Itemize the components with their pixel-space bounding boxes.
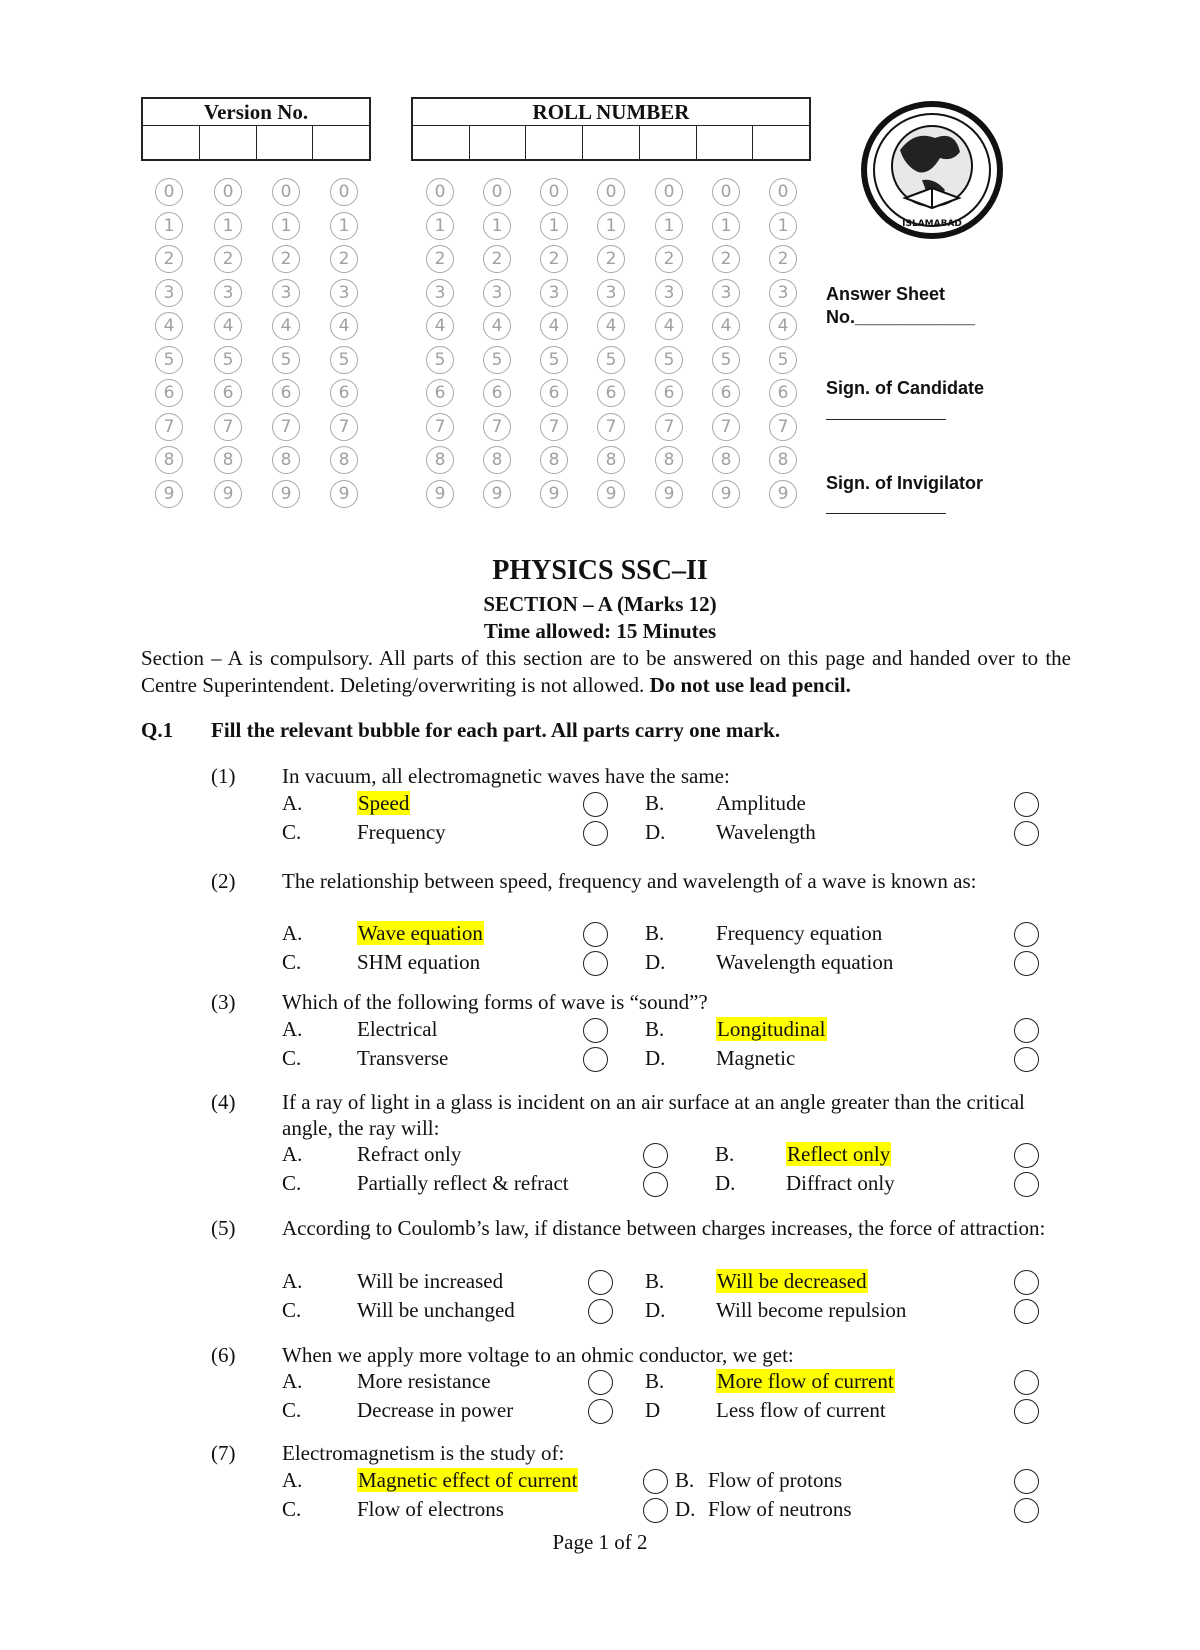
- option-d-label: Will become repulsion: [716, 1298, 907, 1322]
- answer-bubble-b[interactable]: [1014, 1018, 1039, 1043]
- question-text: If a ray of light in a glass is incident on an air surface at an angle greater than the critical angle, the ray will:: [282, 1090, 1025, 1140]
- digit-bubble[interactable]: 1: [330, 212, 358, 240]
- digit-bubble[interactable]: 7: [712, 413, 740, 441]
- digit-bubble[interactable]: 6: [483, 379, 511, 407]
- digit-bubble[interactable]: 9: [155, 480, 183, 508]
- digit-bubble[interactable]: 9: [330, 480, 358, 508]
- digit-bubble[interactable]: 6: [540, 379, 568, 407]
- digit-bubble[interactable]: 4: [214, 312, 242, 340]
- option-text: [357, 1496, 504, 1522]
- digit-bubble[interactable]: 3: [597, 279, 625, 307]
- option-letter: D.: [645, 820, 666, 844]
- option-c-label: Decrease in power: [357, 1398, 514, 1422]
- digit-bubble[interactable]: 8: [540, 446, 568, 474]
- digit-bubble[interactable]: 8: [483, 446, 511, 474]
- digit-bubble[interactable]: 0: [426, 178, 454, 206]
- question-number: (4): [211, 1090, 236, 1114]
- option-letter: B.: [715, 1142, 735, 1166]
- digit-bubble[interactable]: 9: [540, 480, 568, 508]
- roll-digit-box[interactable]: [640, 125, 697, 159]
- option-letter: A.: [282, 1269, 303, 1293]
- digit-bubble[interactable]: 5: [426, 346, 454, 374]
- digit-bubble[interactable]: 9: [214, 480, 242, 508]
- digit-bubble[interactable]: 2: [597, 245, 625, 273]
- answer-bubble-d[interactable]: [1014, 1498, 1039, 1523]
- answer-bubble-c[interactable]: [583, 821, 608, 846]
- question-number: (2): [211, 869, 236, 893]
- digit-bubble[interactable]: 3: [655, 279, 683, 307]
- answer-bubble-d[interactable]: [1014, 1299, 1039, 1324]
- digit-bubble[interactable]: 6: [272, 379, 300, 407]
- option-letter: B.: [645, 921, 665, 945]
- digit-bubble[interactable]: 7: [540, 413, 568, 441]
- digit-bubble[interactable]: 9: [597, 480, 625, 508]
- digit-bubble[interactable]: 7: [272, 413, 300, 441]
- q1-number: Q.1: [141, 718, 174, 742]
- digit-bubble[interactable]: 5: [769, 346, 797, 374]
- digit-bubble[interactable]: 6: [597, 379, 625, 407]
- option-text: [716, 920, 882, 946]
- digit-bubble[interactable]: 2: [426, 245, 454, 273]
- option-letter: B.: [645, 1269, 665, 1293]
- digit-bubble[interactable]: 3: [330, 279, 358, 307]
- option-text: [357, 1368, 491, 1394]
- option-b-label: Reflect only: [787, 1142, 891, 1166]
- digit-bubble[interactable]: 1: [483, 212, 511, 240]
- option-letter: C.: [282, 1398, 302, 1422]
- answer-bubble-b[interactable]: [1014, 1143, 1039, 1168]
- option-a-label: More resistance: [357, 1369, 491, 1393]
- digit-bubble[interactable]: 5: [155, 346, 183, 374]
- sign-invigilator-line[interactable]: [826, 513, 946, 514]
- answer-bubble-d[interactable]: [1014, 951, 1039, 976]
- digit-bubble[interactable]: 9: [272, 480, 300, 508]
- option-a-label: Wave equation: [358, 921, 483, 945]
- answer-bubble-c[interactable]: [643, 1172, 668, 1197]
- roll-bubble-column: [712, 178, 740, 513]
- digit-bubble[interactable]: 8: [330, 446, 358, 474]
- option-text: [357, 949, 480, 975]
- option-d-label: Flow of neutrons: [708, 1497, 852, 1521]
- option-text: [716, 1016, 827, 1042]
- option-letter: D.: [645, 1046, 666, 1070]
- digit-bubble[interactable]: 1: [155, 212, 183, 240]
- question-text: According to Coulomb’s law, if distance between charges increases, the force of attraction:: [282, 1216, 1046, 1240]
- version-digit-box[interactable]: [313, 125, 369, 159]
- digit-bubble[interactable]: 4: [712, 312, 740, 340]
- option-letter: C.: [282, 1171, 302, 1195]
- option-text: [357, 1268, 503, 1294]
- answer-bubble-a[interactable]: [583, 792, 608, 817]
- option-text: [716, 1368, 895, 1394]
- sign-invigilator-label: Sign. of Invigilator: [826, 473, 983, 493]
- version-bubble-column: [272, 178, 300, 513]
- option-d-label: Diffract only: [786, 1171, 895, 1195]
- digit-bubble[interactable]: 7: [214, 413, 242, 441]
- digit-bubble[interactable]: 4: [769, 312, 797, 340]
- sign-candidate-line[interactable]: [826, 419, 946, 420]
- question-number: (3): [211, 990, 236, 1014]
- digit-bubble[interactable]: 1: [426, 212, 454, 240]
- option-a-label: Magnetic effect of current: [358, 1468, 578, 1492]
- answer-sheet-label: Answer Sheet: [826, 284, 946, 304]
- option-text: [357, 1170, 569, 1196]
- answer-bubble-b[interactable]: [1014, 1270, 1039, 1295]
- digit-bubble[interactable]: 8: [214, 446, 242, 474]
- option-text: [357, 1297, 515, 1323]
- digit-bubble[interactable]: 1: [272, 212, 300, 240]
- digit-bubble[interactable]: 7: [426, 413, 454, 441]
- option-letter: D.: [645, 1298, 666, 1322]
- digit-bubble[interactable]: 0: [540, 178, 568, 206]
- option-c-label: Flow of electrons: [357, 1497, 504, 1521]
- option-a-label: Speed: [358, 791, 410, 815]
- digit-bubble[interactable]: 4: [426, 312, 454, 340]
- digit-bubble[interactable]: 1: [655, 212, 683, 240]
- digit-bubble[interactable]: 9: [483, 480, 511, 508]
- option-letter: C.: [282, 1298, 302, 1322]
- digit-bubble[interactable]: 8: [769, 446, 797, 474]
- digit-bubble[interactable]: 1: [597, 212, 625, 240]
- option-text: [357, 920, 484, 946]
- digit-bubble[interactable]: 6: [769, 379, 797, 407]
- digit-bubble[interactable]: 7: [330, 413, 358, 441]
- digit-bubble[interactable]: 2: [769, 245, 797, 273]
- option-letter: B.: [645, 791, 665, 815]
- option-b-label: Frequency equation: [716, 921, 883, 945]
- digit-bubble[interactable]: 6: [426, 379, 454, 407]
- digit-bubble[interactable]: 5: [214, 346, 242, 374]
- answer-bubble-d[interactable]: [1014, 1399, 1039, 1424]
- digit-bubble[interactable]: 2: [272, 245, 300, 273]
- answer-bubble-a[interactable]: [643, 1143, 668, 1168]
- digit-bubble[interactable]: 7: [483, 413, 511, 441]
- answer-bubble-d[interactable]: [1014, 1047, 1039, 1072]
- version-no-boxes[interactable]: [141, 125, 371, 161]
- option-a-label: Refract only: [357, 1142, 462, 1166]
- digit-bubble[interactable]: 6: [155, 379, 183, 407]
- digit-bubble[interactable]: 8: [655, 446, 683, 474]
- answer-bubble-a[interactable]: [583, 1018, 608, 1043]
- question-text: Electromagnetism is the study of:: [282, 1441, 565, 1465]
- option-text: [716, 790, 806, 816]
- option-letter: A.: [282, 1369, 303, 1393]
- digit-bubble[interactable]: 9: [769, 480, 797, 508]
- answer-bubble-a[interactable]: [583, 922, 608, 947]
- option-b-label: More flow of current: [717, 1369, 894, 1393]
- answer-bubble-b[interactable]: [1014, 792, 1039, 817]
- option-text: [357, 790, 410, 816]
- digit-bubble[interactable]: 8: [597, 446, 625, 474]
- digit-bubble[interactable]: 0: [214, 178, 242, 206]
- digit-bubble[interactable]: 4: [330, 312, 358, 340]
- option-text: [716, 1397, 886, 1423]
- option-b-label: Flow of protons: [708, 1468, 843, 1492]
- option-text: [716, 1045, 795, 1071]
- time-allowed: Time allowed: 15 Minutes: [483, 619, 717, 643]
- digit-bubble[interactable]: 8: [272, 446, 300, 474]
- version-digit-box[interactable]: [200, 125, 257, 159]
- digit-bubble[interactable]: 8: [155, 446, 183, 474]
- digit-bubble[interactable]: 4: [540, 312, 568, 340]
- option-letter: C.: [282, 820, 302, 844]
- option-d-label: Wavelength equation: [716, 950, 894, 974]
- option-text: [716, 819, 816, 845]
- roll-digit-box[interactable]: [526, 125, 583, 159]
- answer-bubble-c[interactable]: [583, 1047, 608, 1072]
- digit-bubble[interactable]: 0: [272, 178, 300, 206]
- roll-bubble-column: [769, 178, 797, 513]
- answer-bubble-d[interactable]: [1014, 1172, 1039, 1197]
- digit-bubble[interactable]: 0: [155, 178, 183, 206]
- roll-digit-box[interactable]: [753, 125, 809, 159]
- question-text: The relationship between speed, frequency and wavelength of a wave is known as:: [282, 869, 977, 893]
- digit-bubble[interactable]: 5: [655, 346, 683, 374]
- digit-bubble[interactable]: 3: [483, 279, 511, 307]
- digit-bubble[interactable]: 0: [330, 178, 358, 206]
- digit-bubble[interactable]: 4: [483, 312, 511, 340]
- answer-bubble-a[interactable]: [643, 1469, 668, 1494]
- roll-number-boxes[interactable]: [411, 125, 811, 161]
- digit-bubble[interactable]: 3: [540, 279, 568, 307]
- digit-bubble[interactable]: 1: [214, 212, 242, 240]
- answer-sheet-number[interactable]: No.____________: [826, 307, 976, 327]
- answer-bubble-c[interactable]: [588, 1399, 613, 1424]
- digit-bubble[interactable]: 6: [655, 379, 683, 407]
- option-letter: B.: [645, 1369, 665, 1393]
- question-number: (1): [211, 764, 236, 788]
- digit-bubble[interactable]: 7: [655, 413, 683, 441]
- option-d-label: Magnetic: [716, 1046, 796, 1070]
- option-letter: A.: [282, 1017, 303, 1041]
- board-logo: [860, 100, 1005, 240]
- section-heading: SECTION – A (Marks 12): [483, 592, 717, 616]
- option-letter: A.: [282, 1142, 303, 1166]
- option-c-label: Transverse: [357, 1046, 449, 1070]
- option-text: [716, 1297, 906, 1323]
- answer-bubble-b[interactable]: [1014, 1370, 1039, 1395]
- option-text: [708, 1467, 842, 1493]
- option-letter: D.: [645, 950, 666, 974]
- option-d-label: Wavelength: [716, 820, 816, 844]
- digit-bubble[interactable]: 4: [155, 312, 183, 340]
- digit-bubble[interactable]: 6: [330, 379, 358, 407]
- digit-bubble[interactable]: 3: [155, 279, 183, 307]
- option-text: [708, 1496, 852, 1522]
- answer-bubble-d[interactable]: [1014, 821, 1039, 846]
- option-text: [357, 1397, 513, 1423]
- option-text: [357, 819, 446, 845]
- option-text: [357, 1045, 448, 1071]
- digit-bubble[interactable]: 3: [272, 279, 300, 307]
- digit-bubble[interactable]: 3: [712, 279, 740, 307]
- digit-bubble[interactable]: 7: [155, 413, 183, 441]
- digit-bubble[interactable]: 2: [214, 245, 242, 273]
- question-text: In vacuum, all electromagnetic waves have the same:: [282, 764, 730, 788]
- version-bubble-column: [155, 178, 183, 513]
- digit-bubble[interactable]: 7: [597, 413, 625, 441]
- digit-bubble[interactable]: 9: [655, 480, 683, 508]
- digit-bubble[interactable]: 5: [540, 346, 568, 374]
- digit-bubble[interactable]: 0: [712, 178, 740, 206]
- answer-bubble-b[interactable]: [1014, 922, 1039, 947]
- roll-bubble-column: [655, 178, 683, 513]
- digit-bubble[interactable]: 2: [712, 245, 740, 273]
- roll-number-title: ROLL NUMBER: [411, 97, 811, 126]
- answer-bubble-c[interactable]: [643, 1498, 668, 1523]
- digit-bubble[interactable]: 4: [655, 312, 683, 340]
- option-letter: C.: [282, 1497, 302, 1521]
- digit-bubble[interactable]: 5: [330, 346, 358, 374]
- option-letter: B.: [675, 1468, 695, 1492]
- digit-bubble[interactable]: 2: [330, 245, 358, 273]
- digit-bubble[interactable]: 0: [597, 178, 625, 206]
- version-bubble-column: [214, 178, 242, 513]
- option-c-label: Will be unchanged: [357, 1298, 515, 1322]
- option-letter: A.: [282, 791, 303, 815]
- option-c-label: Frequency: [357, 820, 446, 844]
- option-letter: D.: [675, 1497, 696, 1521]
- q1-prompt: Fill the relevant bubble for each part. All parts carry one mark.: [211, 718, 781, 742]
- roll-bubble-column: [597, 178, 625, 513]
- digit-bubble[interactable]: 5: [597, 346, 625, 374]
- answer-bubble-c[interactable]: [583, 951, 608, 976]
- option-text: [357, 1141, 461, 1167]
- option-text: [716, 949, 893, 975]
- paper-title: PHYSICS SSC–II: [492, 555, 708, 586]
- digit-bubble[interactable]: 3: [214, 279, 242, 307]
- option-text: [357, 1467, 578, 1493]
- instructions-text: Section – A is compulsory. All parts of this section are to be answered on this page and handed over to the Centre Superintendent. Deleting/overwriting is not allowed.: [141, 646, 1071, 697]
- digit-bubble[interactable]: 7: [769, 413, 797, 441]
- option-letter: C.: [282, 1046, 302, 1070]
- digit-bubble[interactable]: 2: [155, 245, 183, 273]
- digit-bubble[interactable]: 8: [426, 446, 454, 474]
- option-text: [357, 1016, 437, 1042]
- roll-digit-box[interactable]: [583, 125, 640, 159]
- version-digit-box[interactable]: [257, 125, 314, 159]
- digit-bubble[interactable]: 2: [540, 245, 568, 273]
- digit-bubble[interactable]: 3: [426, 279, 454, 307]
- digit-bubble[interactable]: 5: [712, 346, 740, 374]
- digit-bubble[interactable]: 9: [426, 480, 454, 508]
- answer-bubble-b[interactable]: [1014, 1469, 1039, 1494]
- answer-bubble-c[interactable]: [588, 1299, 613, 1324]
- digit-bubble[interactable]: 6: [712, 379, 740, 407]
- digit-bubble[interactable]: 0: [655, 178, 683, 206]
- question-number: (7): [211, 1441, 236, 1465]
- option-a-label: Electrical: [357, 1017, 438, 1041]
- question-text: When we apply more voltage to an ohmic conductor, we get:: [282, 1343, 794, 1367]
- question-number: (6): [211, 1343, 236, 1367]
- option-text: [786, 1141, 891, 1167]
- roll-digit-box[interactable]: [413, 125, 470, 159]
- digit-bubble[interactable]: 1: [769, 212, 797, 240]
- option-text: [786, 1170, 895, 1196]
- roll-digit-box[interactable]: [470, 125, 527, 159]
- option-a-label: Will be increased: [357, 1269, 504, 1293]
- digit-bubble[interactable]: 1: [712, 212, 740, 240]
- instructions: [141, 645, 1071, 699]
- digit-bubble[interactable]: 5: [483, 346, 511, 374]
- digit-bubble[interactable]: 2: [483, 245, 511, 273]
- roll-bubble-column: [483, 178, 511, 513]
- digit-bubble[interactable]: 4: [272, 312, 300, 340]
- digit-bubble[interactable]: 0: [483, 178, 511, 206]
- digit-bubble[interactable]: 1: [540, 212, 568, 240]
- question-number: (5): [211, 1216, 236, 1240]
- option-letter: B.: [645, 1017, 665, 1041]
- option-letter: C.: [282, 950, 302, 974]
- option-letter: A.: [282, 1468, 303, 1492]
- digit-bubble[interactable]: 4: [597, 312, 625, 340]
- digit-bubble[interactable]: 5: [272, 346, 300, 374]
- version-no-title: Version No.: [141, 97, 371, 126]
- version-bubble-column: [330, 178, 358, 513]
- digit-bubble[interactable]: 8: [712, 446, 740, 474]
- digit-bubble[interactable]: 0: [769, 178, 797, 206]
- option-c-label: Partially reflect & refract: [357, 1171, 569, 1195]
- option-d-label: Less flow of current: [716, 1398, 886, 1422]
- digit-bubble[interactable]: 3: [769, 279, 797, 307]
- option-letter: D: [645, 1398, 661, 1422]
- answer-bubble-a[interactable]: [588, 1370, 613, 1395]
- option-text: [716, 1268, 868, 1294]
- page-number: Page 1 of 2: [552, 1530, 648, 1554]
- option-b-label: Will be decreased: [717, 1269, 867, 1293]
- instructions-warning: Do not use lead pencil.: [649, 673, 851, 697]
- option-c-label: SHM equation: [357, 950, 481, 974]
- answer-bubble-a[interactable]: [588, 1270, 613, 1295]
- roll-bubble-column: [426, 178, 454, 513]
- version-digit-box[interactable]: [143, 125, 200, 159]
- logo-text: ISLAMABAD: [902, 219, 962, 229]
- option-b-label: Amplitude: [716, 791, 806, 815]
- option-letter: A.: [282, 921, 303, 945]
- roll-bubble-column: [540, 178, 568, 513]
- roll-digit-box[interactable]: [697, 125, 754, 159]
- option-b-label: Longitudinal: [717, 1017, 826, 1041]
- sign-candidate-label: Sign. of Candidate: [826, 378, 985, 398]
- question-text: Which of the following forms of wave is “sound”?: [282, 990, 708, 1014]
- option-letter: D.: [715, 1171, 736, 1195]
- digit-bubble[interactable]: 2: [655, 245, 683, 273]
- digit-bubble[interactable]: 9: [712, 480, 740, 508]
- digit-bubble[interactable]: 6: [214, 379, 242, 407]
